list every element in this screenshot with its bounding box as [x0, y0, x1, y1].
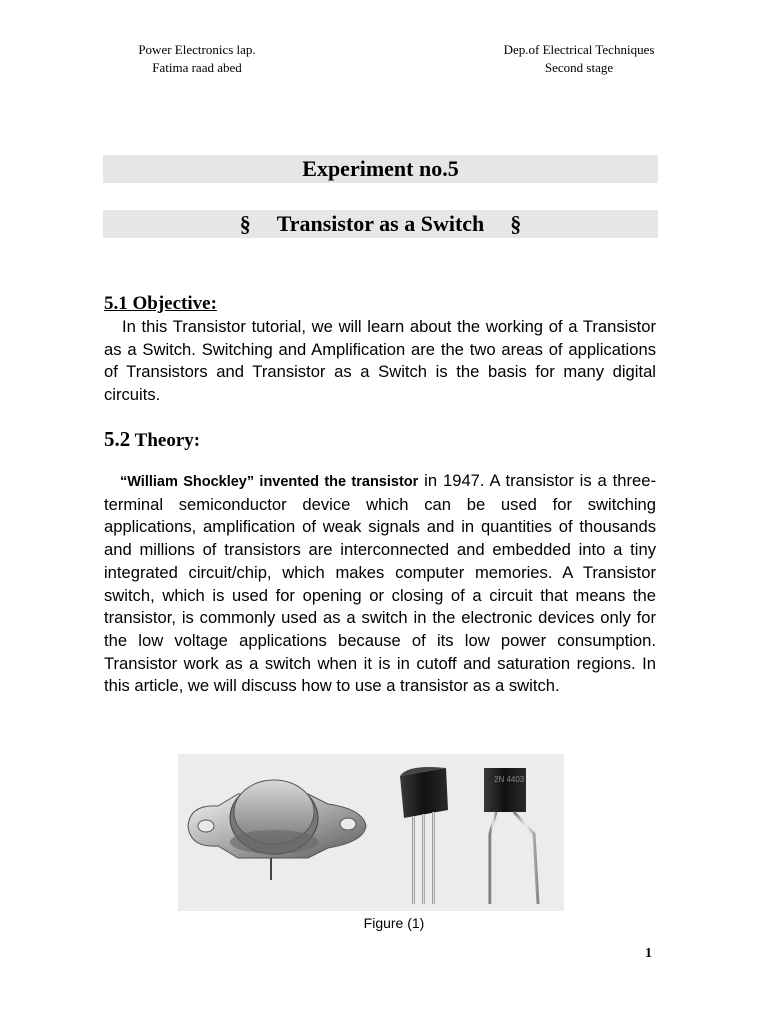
- transistor-photo-icon: [178, 754, 564, 911]
- section-symbol-right: §: [510, 211, 522, 236]
- transistor-marking: 2N 4403: [494, 775, 525, 784]
- header-left: [112, 41, 282, 77]
- theory-paragraph: [104, 470, 656, 698]
- subtitle-text: Transistor as a Switch: [276, 211, 485, 236]
- header-department: Dep.of Electrical Techniques: [503, 42, 655, 57]
- header-course: Power Electronics lap.: [138, 42, 256, 57]
- transistor-figure: [178, 754, 564, 911]
- theory-heading: [104, 427, 200, 452]
- theory-bold-lead: “William Shockley” invented the transistor: [120, 474, 419, 490]
- theory-body: in 1947. A transistor is a three-terminal semiconductor device which can be used for switching applications, amplification of weak signals and in quantities of thousands and millions of transistors are interconnected and embedded into a tiny integrated circuit/chip, which makes computer memories. A Transistor switch, which is used for opening or closing of a circuit that means the transistor, is commonly used as a switch in the electronic devices only for the low voltage applications because of its low power consumption. Transistor work as a switch when it is in cutoff and saturation regions. In this article, we will discuss how to use a transistor as a switch.: [104, 471, 657, 696]
- experiment-subtitle: [103, 210, 658, 238]
- to3-transistor-icon: [188, 780, 366, 880]
- header-right: [480, 41, 678, 77]
- header-author: Fatima raad abed: [152, 60, 242, 75]
- experiment-title: Experiment no.5: [103, 155, 658, 183]
- to92-bent-transistor-icon: [484, 768, 538, 904]
- theory-number: 5.2: [104, 427, 131, 451]
- to92-transistor-icon: [400, 767, 448, 904]
- objective-heading: [104, 293, 217, 315]
- section-symbol-left: §: [239, 211, 251, 236]
- header-stage: Second stage: [544, 60, 614, 75]
- objective-number: 5.1: [104, 293, 128, 314]
- page-number: 1: [645, 946, 652, 961]
- figure-caption: Figure (1): [363, 915, 425, 931]
- objective-paragraph: In this Transistor tutorial, we will learn about the working of a Transistor as a Switch. Switching and Amplification are the two areas of applications of Transistors and Transistor as a Switch is the basis for many digital circuits.: [104, 317, 656, 405]
- theory-title: Theory:: [134, 430, 201, 451]
- objective-title: Objective:: [132, 293, 217, 314]
